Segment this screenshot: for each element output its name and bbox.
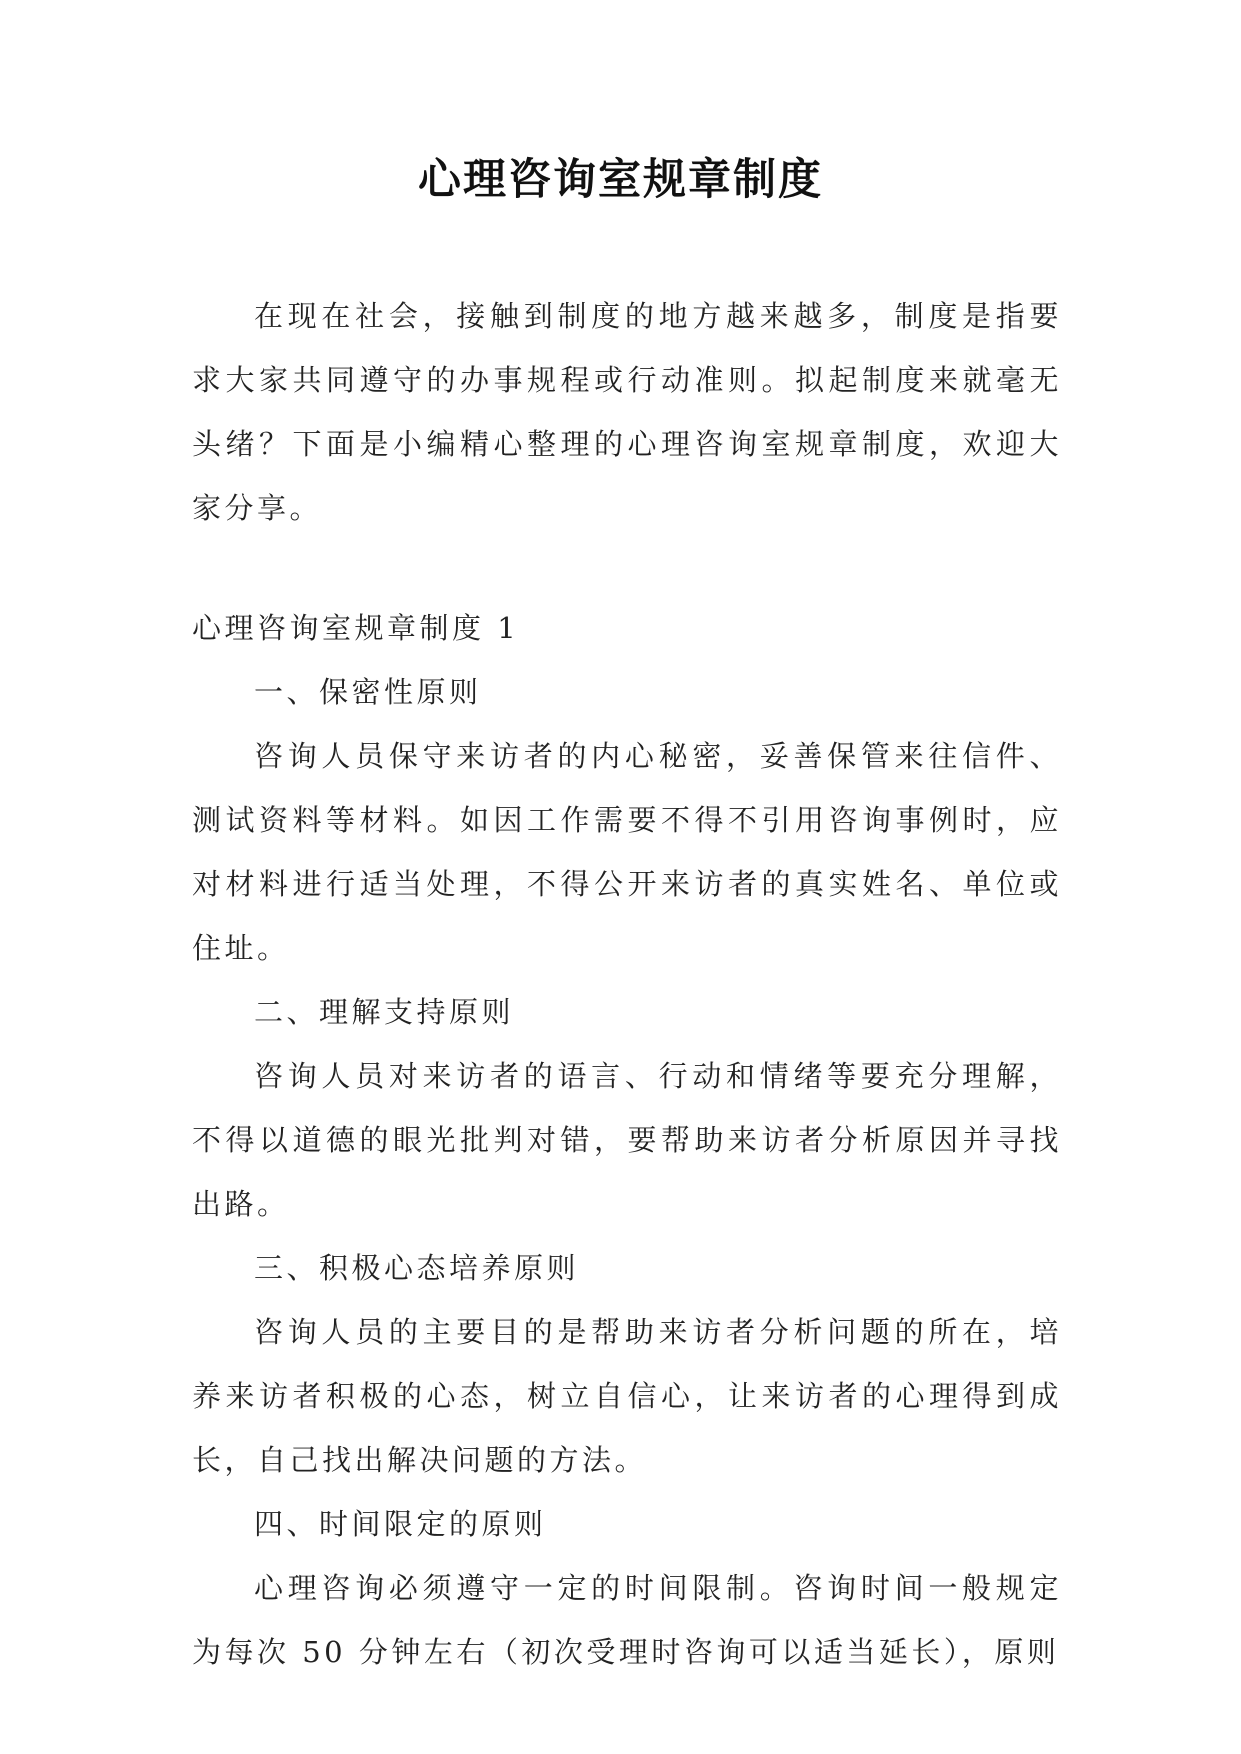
section-heading: 心理咨询室规章制度 1 (192, 611, 520, 645)
intro-paragraph: 在现在社会，接触到制度的地方越来越多，制度是指要求大家共同遵守的办事规程或行动准则。拟起制度来就毫无头绪？下面是小编精心整理的心理咨询室规章制度，欢迎大家分享。 (192, 299, 1062, 525)
principle-heading-confidentiality: 一、保密性原则 (254, 675, 482, 709)
principle-heading-time-limit: 四、时间限定的原则 (254, 1507, 547, 1541)
document-title: 心理咨询室规章制度 (418, 155, 823, 205)
principle-heading-positive-mindset: 三、积极心态培养原则 (254, 1251, 580, 1285)
principle-body-confidentiality: 咨询人员保守来访者的内心秘密，妥善保管来往信件、测试资料等材料。如因工作需要不得不引用咨询事例时，应对材料进行适当处理，不得公开来访者的真实姓名、单位或住址。 (192, 739, 1062, 965)
principle-body-positive-mindset: 咨询人员的主要目的是帮助来访者分析问题的所在，培养来访者积极的心态，树立自信心，让来访者的心理得到成长，自己找出解决问题的方法。 (192, 1315, 1062, 1477)
principle-heading-understanding: 二、理解支持原则 (254, 995, 515, 1029)
document-body (192, 284, 1062, 1684)
principle-body-understanding: 咨询人员对来访者的语言、行动和情绪等要充分理解，不得以道德的眼光批判对错，要帮助来访者分析原因并寻找出路。 (192, 1059, 1062, 1221)
principle-body-time-limit: 心理咨询必须遵守一定的时间限制。咨询时间一般规定为每次 50 分钟左右（初次受理时咨询可以适当延长），原则 (192, 1571, 1062, 1669)
